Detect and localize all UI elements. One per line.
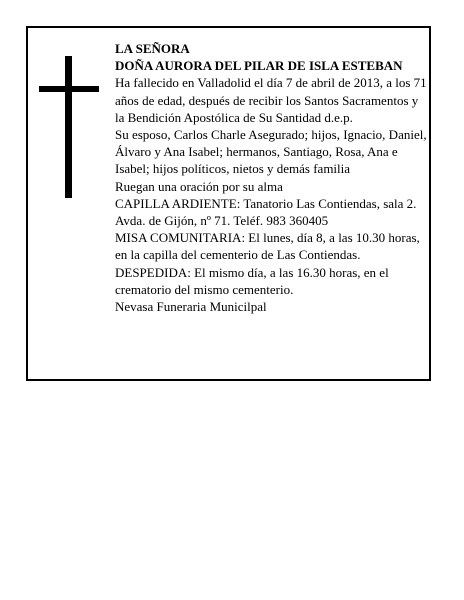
chapel-info: CAPILLA ARDIENTE: Tanatorio Las Contiendas, sala 2. Avda. de Gijón, nº 71. Teléf. 983 360405 bbox=[115, 195, 417, 229]
notice-heading: LA SEÑORA bbox=[115, 41, 190, 56]
cross-icon bbox=[39, 56, 99, 198]
farewell-info: DESPEDIDA: El mismo día, a las 16.30 horas, en el crematorio del mismo cementerio. bbox=[115, 264, 389, 297]
notice-text bbox=[115, 40, 427, 315]
family-list: Su esposo, Carlos Charle Asegurado; hijos, Ignacio, Daniel, Álvaro y Ana Isabel; hermanos, Santiago, Rosa, Ana e Isabel; hijos políticos, nietos y demás familia bbox=[115, 127, 427, 177]
prayer-request: Ruegan una oración por su alma bbox=[115, 178, 283, 194]
cross-vertical-bar bbox=[65, 56, 72, 198]
cross-horizontal-bar bbox=[39, 86, 99, 92]
obituary-notice bbox=[26, 26, 431, 381]
funeral-home: Nevasa Funeraria Municilpal bbox=[115, 299, 267, 315]
mass-info: MISA COMUNITARIA: El lunes, día 8, a las 10.30 horas, en la capilla del cementerio de Las Contiendas. bbox=[115, 230, 420, 263]
deceased-name: DOÑA AURORA DEL PILAR DE ISLA ESTEBAN bbox=[115, 58, 403, 74]
passing-statement: Ha fallecido en Valladolid el día 7 de abril de 2013, a los 71 años de edad, después de recibir los Santos Sacramentos y la Bendición Apostólica de Su Santidad d.e.p. bbox=[115, 75, 427, 125]
